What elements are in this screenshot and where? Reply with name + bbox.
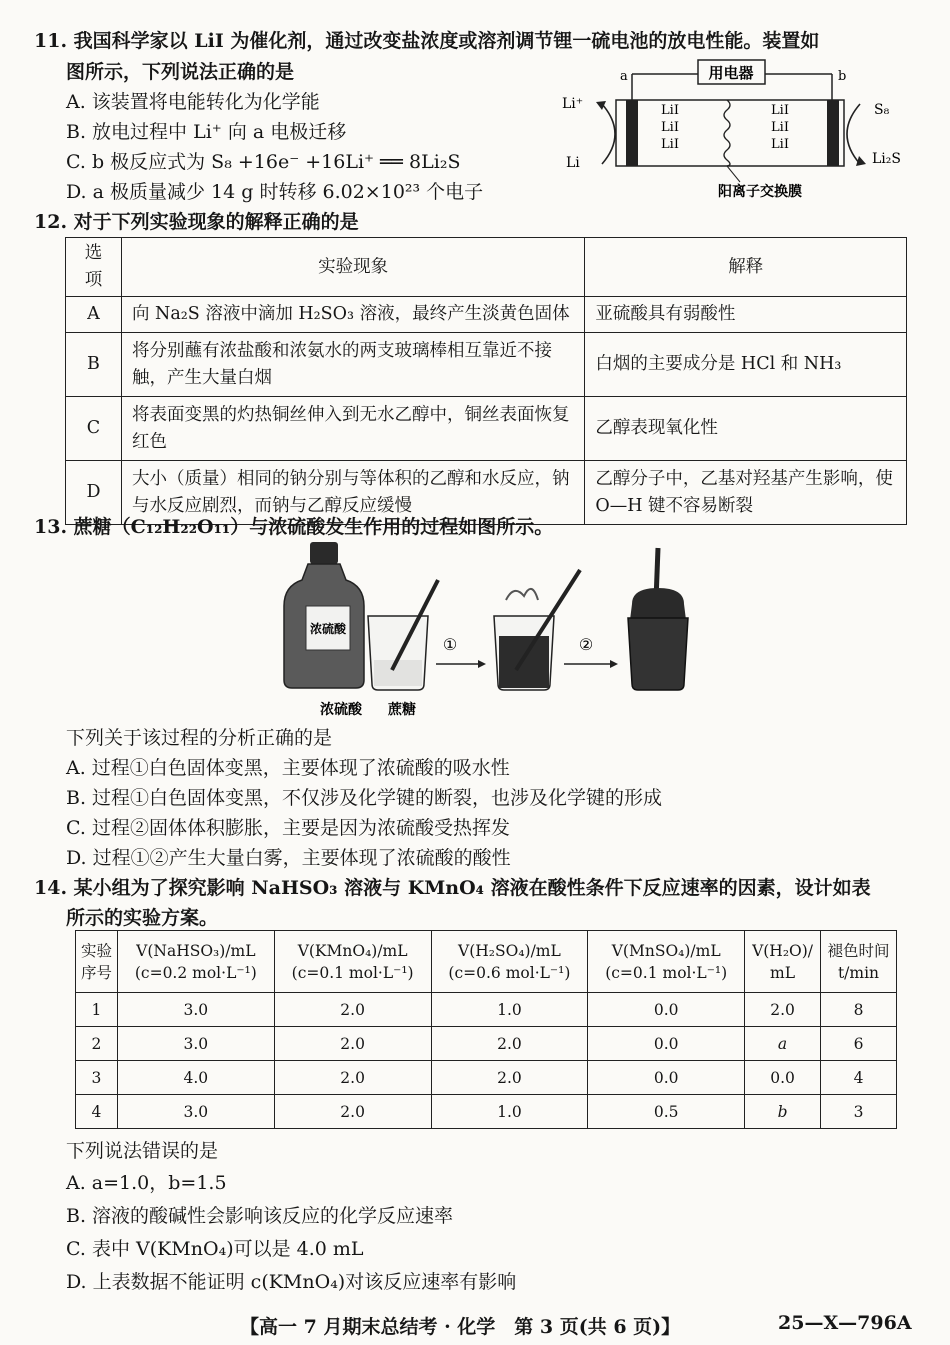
cell: 0.0 xyxy=(588,1027,745,1061)
battery-diagram xyxy=(560,52,920,207)
step-2-label: ② xyxy=(578,635,594,654)
q12-table xyxy=(65,237,907,525)
electrolyte-label: LiI xyxy=(771,120,789,135)
q12-stem: 12. 对于下列实验现象的解释正确的是 xyxy=(34,211,359,233)
q12-row-explanation: 乙醇表现氧化性 xyxy=(585,397,907,461)
electrode-a xyxy=(626,100,638,166)
table-row xyxy=(66,297,907,333)
table-row xyxy=(76,993,897,1027)
electrolyte-label: LiI xyxy=(661,120,679,135)
cell: 2.0 xyxy=(431,1061,588,1095)
q14-header-time: 褪色时间 t/min xyxy=(821,931,897,993)
cell: 4 xyxy=(821,1061,897,1095)
q12-row-option: A xyxy=(66,297,122,333)
sugar-beaker xyxy=(368,580,438,690)
q14-stem-line2: 所示的实验方案。 xyxy=(66,907,219,929)
table-row xyxy=(76,1027,897,1061)
q14-option-d: D. 上表数据不能证明 c(KMnO₄)对该反应速率有影响 xyxy=(66,1271,517,1293)
q11-option-b: B. 放电过程中 Li⁺ 向 a 电极迁移 xyxy=(66,121,347,143)
left-reactant-label: Li xyxy=(566,155,580,171)
expanded-carbon-beaker xyxy=(628,548,688,690)
electrolyte-label: LiI xyxy=(661,103,679,118)
q13-option-d: D. 过程①②产生大量白雾，主要体现了浓硫酸的酸性 xyxy=(66,847,511,869)
q12-row-explanation: 亚硫酸具有弱酸性 xyxy=(585,297,907,333)
q11-stem-line2: 图所示，下列说法正确的是 xyxy=(66,61,295,83)
table-row xyxy=(66,333,907,397)
cell: 2.0 xyxy=(274,1027,431,1061)
q13-sub-stem: 下列关于该过程的分析正确的是 xyxy=(66,727,333,749)
cell: 2.0 xyxy=(274,1061,431,1095)
device-label: 用电器 xyxy=(708,64,754,82)
q11-option-a: A. 该装置将电能转化为化学能 xyxy=(66,91,320,113)
electrolyte-label: LiI xyxy=(661,137,679,152)
q14-option-b: B. 溶液的酸碱性会影响该反应的化学反应速率 xyxy=(66,1205,454,1227)
sucrose-experiment-figure xyxy=(280,540,700,720)
q14-header-mnso4: V(MnSO₄)/mL (c=0.1 mol·L⁻¹) xyxy=(588,931,745,993)
q14-header-index: 实验 序号 xyxy=(76,931,118,993)
reaction-beaker xyxy=(494,570,580,690)
q14-option-c: C. 表中 V(KMnO₄)可以是 4.0 mL xyxy=(66,1238,364,1260)
cell: 2.0 xyxy=(431,1027,588,1061)
q14-header-kmno4: V(KMnO₄)/mL (c=0.1 mol·L⁻¹) xyxy=(274,931,431,993)
electrolyte-label: LiI xyxy=(771,137,789,152)
label-acid: 浓硫酸 xyxy=(320,702,362,718)
cell: 3.0 xyxy=(117,993,274,1027)
cell: 3.0 xyxy=(117,1095,274,1129)
q12-row-option: D xyxy=(66,461,122,525)
cell: 2.0 xyxy=(274,1095,431,1129)
page-footer-title: 【高一 7 月期末总结考 · 化学 第 3 页(共 6 页)】 xyxy=(240,1316,681,1338)
electrode-a-label: a xyxy=(620,69,628,84)
right-reactant-label: S₈ xyxy=(874,102,890,118)
cell: 4.0 xyxy=(117,1061,274,1095)
bottle-label: 浓硫酸 xyxy=(309,622,347,636)
q12-row-phenomenon: 大小（质量）相同的钠分别与等体积的乙醇和水反应，钠与水反应剧烈，而钠与乙醇反应缓慢 xyxy=(121,461,584,525)
cell: a xyxy=(745,1027,821,1061)
page-footer-code: 25—X—796A xyxy=(778,1312,912,1334)
electrode-b-label: b xyxy=(838,69,847,84)
cell: 3.0 xyxy=(117,1027,274,1061)
table-row xyxy=(76,1061,897,1095)
cell: 2.0 xyxy=(274,993,431,1027)
q13-option-b: B. 过程①白色固体变黑，不仅涉及化学键的断裂，也涉及化学键的形成 xyxy=(66,787,663,809)
q12-header-explanation: 解释 xyxy=(585,238,907,297)
q11-option-d: D. a 极质量减少 14 g 时转移 6.02×10²³ 个电子 xyxy=(66,181,484,203)
q12-row-phenomenon: 向 Na₂S 溶液中滴加 H₂SO₃ 溶液，最终产生淡黄色固体 xyxy=(121,297,584,333)
q11-stem-line1: 11. 我国科学家以 LiI 为催化剂，通过改变盐浓度或溶剂调节锂一硫电池的放电性能。装置如 xyxy=(34,30,820,52)
cell: 6 xyxy=(821,1027,897,1061)
cell: 2 xyxy=(76,1027,118,1061)
acid-bottle xyxy=(284,542,364,688)
q14-header-nahso3: V(NaHSO₃)/mL (c=0.2 mol·L⁻¹) xyxy=(117,931,274,993)
cell: 8 xyxy=(821,993,897,1027)
q12-row-phenomenon: 将表面变黑的灼热铜丝伸入到无水乙醇中，铜丝表面恢复红色 xyxy=(121,397,584,461)
cell-container xyxy=(616,100,844,166)
membrane xyxy=(724,100,730,166)
q12-header-phenomenon: 实验现象 xyxy=(121,238,584,297)
q14-stem-line1: 14. 某小组为了探究影响 NaHSO₃ 溶液与 KMnO₄ 溶液在酸性条件下反应速率的因素，设计如表 xyxy=(34,877,871,899)
membrane-label: 阳离子交换膜 xyxy=(718,184,802,200)
cell: 4 xyxy=(76,1095,118,1129)
right-product-label: Li₂S xyxy=(872,151,901,167)
label-sugar: 蔗糖 xyxy=(388,702,416,718)
cell: 0.0 xyxy=(588,993,745,1027)
cell: 1.0 xyxy=(431,1095,588,1129)
q13-stem: 13. 蔗糖（C₁₂H₂₂O₁₁）与浓硫酸发生作用的过程如图所示。 xyxy=(34,516,554,538)
q13-option-c: C. 过程②固体体积膨胀，主要是因为浓硫酸受热挥发 xyxy=(66,817,510,839)
q13-option-a: A. 过程①白色固体变黑，主要体现了浓硫酸的吸水性 xyxy=(66,757,510,779)
table-row xyxy=(66,397,907,461)
q12-row-phenomenon: 将分别蘸有浓盐酸和浓氨水的两支玻璃棒相互靠近不接触，产生大量白烟 xyxy=(121,333,584,397)
q14-header-h2o: V(H₂O)/ mL xyxy=(745,931,821,993)
cell: 0.5 xyxy=(588,1095,745,1129)
q14-sub-stem: 下列说法错误的是 xyxy=(66,1140,219,1162)
cell: 1 xyxy=(76,993,118,1027)
cell: 0.0 xyxy=(745,1061,821,1095)
q12-row-option: B xyxy=(66,333,122,397)
cell: b xyxy=(745,1095,821,1129)
q12-header-option: 选项 xyxy=(66,238,122,297)
q12-row-explanation: 乙醇分子中，乙基对羟基产生影响，使 O—H 键不容易断裂 xyxy=(585,461,907,525)
cell: 3 xyxy=(821,1095,897,1129)
q12-row-explanation: 白烟的主要成分是 HCl 和 NH₃ xyxy=(585,333,907,397)
cell: 1.0 xyxy=(431,993,588,1027)
left-product-label: Li⁺ xyxy=(562,96,584,112)
q14-header-h2so4: V(H₂SO₄)/mL (c=0.6 mol·L⁻¹) xyxy=(431,931,588,993)
step-1-label: ① xyxy=(442,635,458,654)
cell: 2.0 xyxy=(745,993,821,1027)
cell: 3 xyxy=(76,1061,118,1095)
q14-table xyxy=(75,930,897,1129)
table-row xyxy=(76,1095,897,1129)
q11-option-c: C. b 极反应式为 S₈ +16e⁻ +16Li⁺ ══ 8Li₂S xyxy=(66,151,461,173)
electrode-b xyxy=(827,100,839,166)
q12-row-option: C xyxy=(66,397,122,461)
q14-option-a: A. a=1.0，b=1.5 xyxy=(66,1172,227,1194)
cell: 0.0 xyxy=(588,1061,745,1095)
electrolyte-label: LiI xyxy=(771,103,789,118)
